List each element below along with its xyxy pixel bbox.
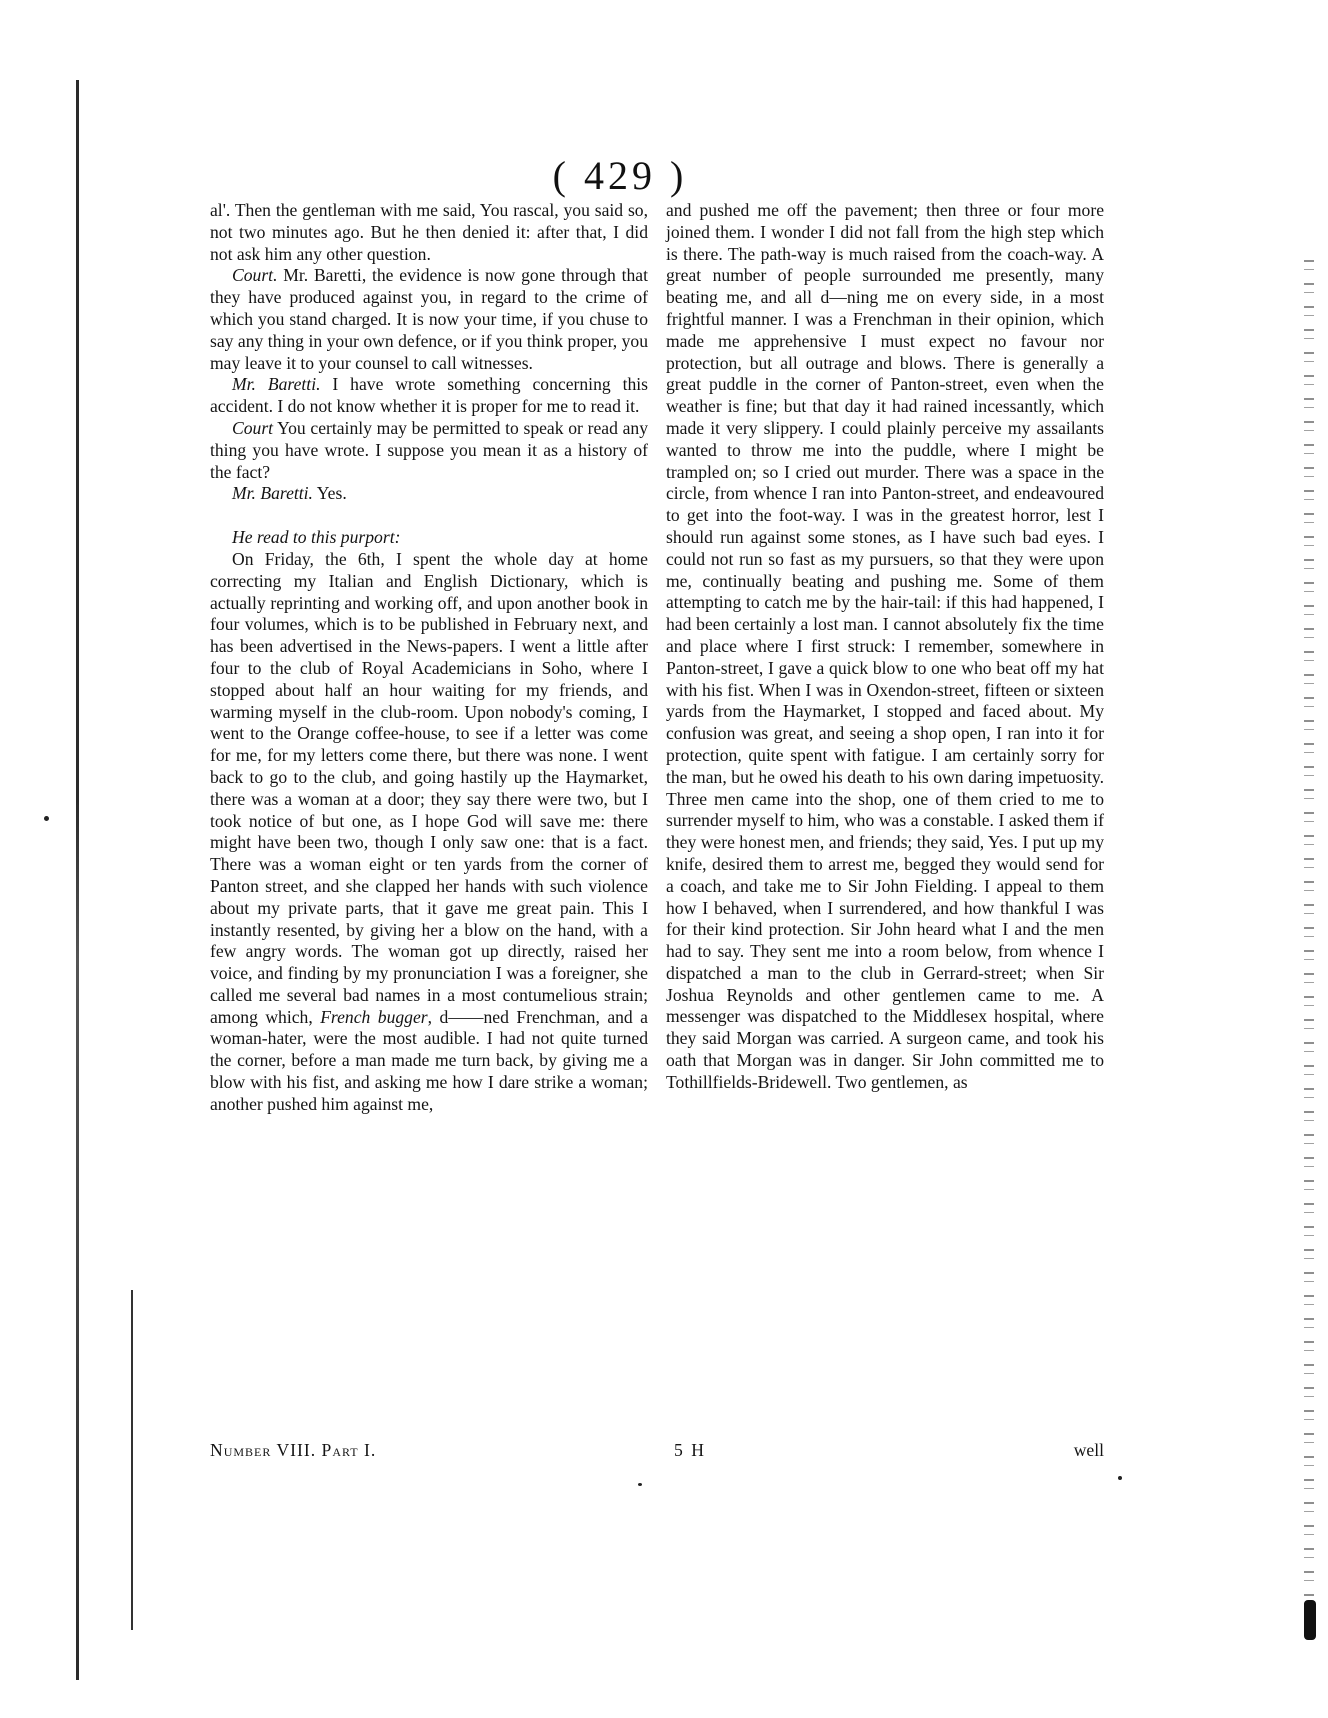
paragraph: Mr. Baretti. I have wrote something concerning this accident. I do not know whether it is proper for me to read it.: [210, 374, 648, 417]
speaker-label: Mr. Baretti.: [232, 374, 321, 395]
paragraph: Mr. Baretti. Yes.: [232, 483, 347, 504]
binding-shadow-line: [76, 80, 79, 1680]
page-number: ( 429 ): [552, 153, 688, 198]
left-column: [210, 200, 648, 1116]
page-edge-noise: [1304, 260, 1314, 1640]
paragraph: Court You certainly may be permitted to speak or read any thing you have wrote. I suppose you mean it as a history of the fact?: [210, 417, 648, 482]
speaker-label: Court.: [232, 265, 278, 286]
speaker-label: Court: [232, 417, 274, 438]
paragraph: al'. Then the gentleman with me said, You rascal, you said so, not two minutes ago. But he then denied it: after that, I did not ask him any other question.: [210, 200, 648, 264]
signature-mark: 5 H: [674, 1440, 706, 1460]
speaker-label: Mr. Baretti.: [232, 483, 313, 504]
page-edge-blot: [1304, 1600, 1316, 1640]
section-heading: He read to this purport:: [232, 527, 401, 548]
signature-line: Number VIII. Part I.: [210, 1440, 377, 1460]
paragraph: and pushed me off the pavement; then three or four more joined them. I wonder I did not fall from the high step which is there. The path-way is much raised from the coach-way. A great number of people surrounded me presently, many beating me, and all d—ning me on every side, in a most frightful manner. I was a Frenchman in their opinion, which made me apprehensive I must expect no favour nor protection, but all outrage and blows. There is generally a great puddle in the corner of Panton-street, even when the weather is fine; but that day it had rained incessantly, which made it very slippery. I could plainly perceive my assailants wanted to throw me into the puddle, where I might be trampled on; so I cried out murder. There was a space in the circle, from whence I ran into Panton-street, and endeavoured to get into the foot-way. I was in the greatest horror, lest I should run against some stones, as I have such bad eyes. I could not run so fast as my pursuers, so that they were upon me, continually beating and pushing me. Some of them attempting to catch me by the hair-tail: if this had happened, I had been certainly a lost man. I cannot absolutely fix the time and place where I first struck: I remember, somewhere in Panton-street, I gave a quick blow to one who beat off my hat with his fist. When I was in Oxendon-street, fifteen or sixteen yards from the Haymarket, I stopped and faced about. My confusion was great, and seeing a shop open, I ran into it for protection, quite spent with fatigue. I am certainly sorry for the man, but he owed his death to his own daring impetuosity. Three men came into the shop, one of them cried to me to surrender myself to him, who was a constable. I asked them if they were honest men, and friends; they said, Yes. I put up my knife, desired them to arrest me, begged they would send for a coach, and take me to Sir John Fielding. I appeal to them how I behaved, when I surrendered, and how thankful I was for their kind protection. Sir John heard what I and the men had to say. They sent me into a room below, from whence I dispatched a man to the club in Gerrard-street; when Sir Joshua Reynolds and other gentlemen came to me. A messenger was dispatched to the Middlesex hospital, where they said Morgan was carried. A surgeon came, and took his oath that Morgan was in danger. Sir John committed me to Tothillfields-Bridewell. Two gentlemen, as: [666, 200, 1104, 1092]
ink-speck: [638, 1483, 642, 1486]
paragraph: On Friday, the 6th, I spent the whole day at home correcting my Italian and English Dictionary, which is actually reprinting and working off, and upon another book in four volumes, which is to be published in February next, and has been advertised in the News-papers. I went a little after four to the club of Royal Academicians in Soho, where I stopped about half an hour waiting for my friends, and warming myself in the club-room. Upon nobody's coming, I went to the Orange coffee-house, to see if a letter was come for me, for my letters come there, but there was none. I went back to go to the club, and going hastily up the Haymarket, there was a woman at a door; they say there were two, but I took notice of but one, as I hope God will save me: there might have been two, though I only saw one: that is a fact. There was a woman eight or ten yards from the corner of Panton street, and she clapped her hands with such violence about my private parts, that it gave me great pain. This I instantly resented, by giving her a blow on the hand, with a few angry words. The woman got up directly, raised her voice, and finding by my pronunciation I was a foreigner, she called me several bad names in a most contumelious strain; among which, French bugger, d——ned Frenchman, and a woman-hater, were the most audible. I had not quite turned the corner, before a man made me turn back, by giving me a blow with his fist, and asking me how I dare strike a woman; another pushed him against me,: [210, 548, 648, 1114]
ink-speck: [44, 816, 49, 821]
binding-shadow-line-lower: [131, 1290, 133, 1630]
paragraph: Court. Mr. Baretti, the evidence is now gone through that they have produced against you, in regard to the crime of which you stand charged. It is now your time, if you chuse to say any thing in your own defence, or if you think proper, you may leave it to your counsel to call witnesses.: [210, 265, 648, 373]
right-column: [666, 200, 1104, 1094]
page-footer: [210, 1440, 1104, 1466]
ink-speck: [1118, 1476, 1122, 1480]
catchword: well: [1073, 1440, 1104, 1460]
